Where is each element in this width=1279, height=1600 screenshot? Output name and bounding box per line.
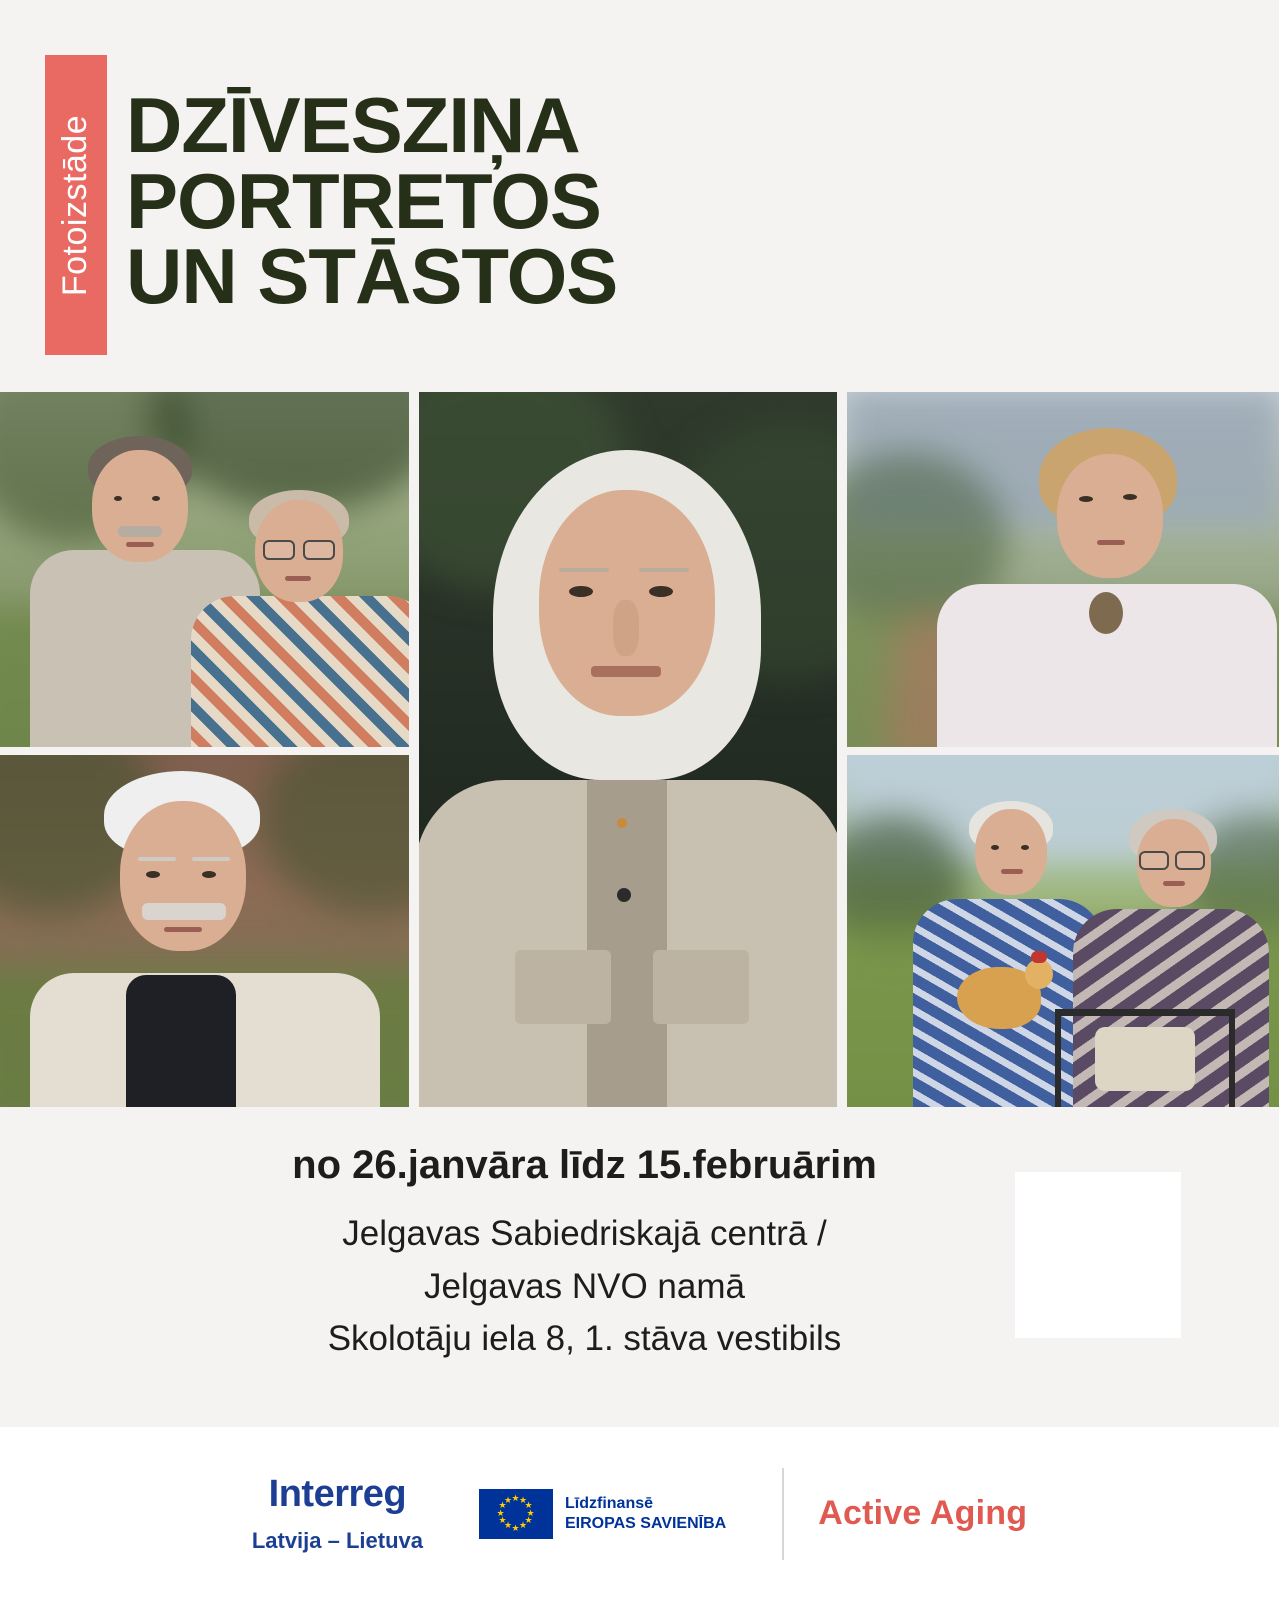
interreg-name: Interreg xyxy=(268,1473,407,1515)
poster-header xyxy=(0,0,1279,392)
photo-woman-looking-up xyxy=(847,392,1279,747)
eu-funding-text xyxy=(565,1494,726,1534)
venue-line-2: Jelgavas NVO namā xyxy=(424,1266,745,1306)
page-title xyxy=(126,81,618,321)
title-line-2: PORTRETOS xyxy=(126,156,601,245)
photo-elderly-couple-outdoors xyxy=(0,392,409,747)
eu-funding-logo xyxy=(457,1489,748,1539)
footer-divider xyxy=(782,1468,784,1560)
category-tag xyxy=(45,55,107,355)
qr-code[interactable] xyxy=(1015,1172,1181,1338)
title-line-3: UN STĀSTOS xyxy=(126,232,618,321)
photo-elderly-woman-portrait xyxy=(419,392,837,1107)
venue-line-1: Jelgavas Sabiedriskajā centrā / xyxy=(342,1214,827,1253)
interreg-programme: Latvija – Lietuva xyxy=(251,1528,423,1553)
title-line-1: DZĪVESZIŅA xyxy=(126,81,580,169)
venue-line-3: Skolotāju iela 8, 1. stāva vestibils xyxy=(327,1319,842,1358)
eu-flag-icon: ★ ★ ★ ★ ★ ★ ★ ★ ★ ★ ★ ★ xyxy=(479,1489,553,1539)
footer-logos xyxy=(0,1427,1279,1600)
project-logo: Active Aging xyxy=(818,1494,1028,1532)
photo-elderly-man-mustache xyxy=(0,755,409,1107)
eu-funding-line-2: EIROPAS SAVIENĪBA xyxy=(565,1514,727,1532)
photo-gallery xyxy=(0,392,1279,1117)
event-info xyxy=(0,1117,1279,1427)
category-tag-label: Fotoizstāde xyxy=(56,114,95,296)
eu-funding-line-1: Līdzfinansē xyxy=(565,1494,654,1512)
photo-two-women-with-hen xyxy=(847,755,1279,1107)
interreg-logo xyxy=(252,1473,457,1554)
event-dates: no 26.janvāra līdz 15.februārim xyxy=(292,1143,877,1187)
